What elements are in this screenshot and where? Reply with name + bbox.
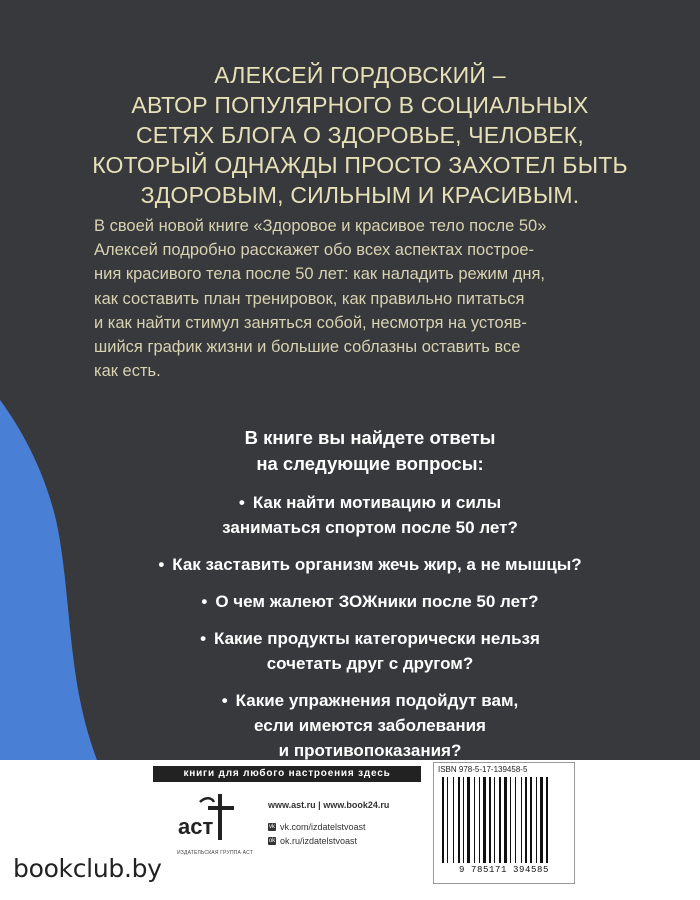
- question-text: Какие продукты категорически нельзя: [214, 629, 540, 648]
- bookclub-watermark: bookclub.by: [13, 854, 162, 883]
- barcode-bar: [483, 777, 486, 863]
- social-link-text: vk.com/izdatelstvoast: [280, 822, 366, 832]
- barcode-number: 9 785171 394585: [458, 865, 549, 875]
- author-line: СЕТЯХ БЛОГА О ЗДОРОВЬЕ, ЧЕЛОВЕК,: [135, 122, 584, 148]
- questions-list: [80, 490, 660, 775]
- bullet: •: [221, 691, 228, 710]
- author-intro-block: [70, 60, 650, 210]
- question-text: О чем жалеют ЗОЖники после 50 лет?: [215, 592, 539, 611]
- barcode-bar: [479, 777, 480, 863]
- barcode-bar: [515, 777, 516, 863]
- barcode-bar: [474, 777, 475, 863]
- social-link-text: ok.ru/izdatelstvoast: [280, 836, 358, 846]
- question-line: если имеются заболевания: [254, 716, 486, 735]
- barcode-bar: [540, 777, 543, 863]
- barcode-bar: [494, 777, 495, 863]
- questions-heading: [190, 425, 550, 477]
- barcode-bar: [504, 777, 507, 863]
- barcode-bar: [525, 777, 527, 863]
- question-item: [80, 626, 660, 676]
- description-line: В своей новой книге «Здоровое и красивое тело после 50»: [94, 217, 547, 235]
- social-link-vk[interactable]: [268, 822, 366, 832]
- social-links: [268, 822, 366, 850]
- barcode-bar: [530, 777, 532, 863]
- questions-heading-line: В книге вы найдете ответы: [244, 427, 496, 448]
- description-line: Алексей подробно расскажет обо всех аспектах построе-: [94, 241, 535, 260]
- question-line: [80, 490, 660, 515]
- question-line: [80, 552, 660, 577]
- logo-caption: ИЗДАТЕЛЬСКАЯ ГРУППА АСТ: [177, 850, 253, 856]
- ok-icon: ok: [268, 838, 276, 844]
- description-line: и как найти стимул заняться собой, несмотря на устояв-: [94, 313, 527, 332]
- barcode-bar: [453, 777, 454, 863]
- publisher-websites: www.ast.ru | www.book24.ru: [268, 800, 390, 810]
- question-line: сочетать друг с другом?: [266, 654, 474, 673]
- description-line: шийся график жизни и большие соблазны оставить все: [94, 338, 521, 357]
- bullet: •: [200, 629, 207, 648]
- bullet: •: [158, 555, 165, 574]
- author-line: КОТОРЫЙ ОДНАЖДЫ ПРОСТО ЗАХОТЕЛ БЫТЬ: [92, 152, 628, 178]
- isbn-number: ISBN 978-5-17-139458-5: [438, 765, 528, 774]
- question-text: Как найти мотивацию и силы: [252, 493, 502, 512]
- question-line: заниматься спортом после 50 лет?: [222, 518, 518, 537]
- barcode-bar: [447, 777, 448, 863]
- description-line: ния красивого тела после 50 лет: как наладить режим дня,: [94, 265, 545, 284]
- book-description: [94, 214, 654, 383]
- ast-logo: [172, 788, 252, 848]
- barcode-image: [442, 777, 566, 863]
- question-line: [80, 688, 660, 713]
- barcode-bar: [442, 777, 444, 863]
- barcode-bar: [499, 777, 501, 863]
- ast-logo-text: аст: [178, 814, 214, 839]
- barcode-bar: [536, 777, 537, 863]
- bullet: •: [201, 592, 208, 611]
- social-link-ok[interactable]: [268, 836, 366, 846]
- description-line: как есть.: [94, 362, 161, 381]
- publisher-slogan: книги для любого настроения здесь: [153, 766, 421, 782]
- question-line: [80, 626, 660, 651]
- barcode-bar: [467, 777, 470, 863]
- author-line: АВТОР ПОПУЛЯРНОГО В СОЦИАЛЬНЫХ: [131, 92, 589, 118]
- question-item: [80, 589, 660, 614]
- barcode-bar: [463, 777, 464, 863]
- question-line: и противопоказания?: [278, 741, 462, 760]
- question-item: [80, 490, 660, 540]
- description-line: как составить план тренировок, как правильно питаться: [94, 289, 525, 308]
- barcode-bar: [489, 777, 491, 863]
- bullet: •: [238, 493, 245, 512]
- question-item: [80, 552, 660, 577]
- question-text: Какие упражнения подойдут вам,: [235, 691, 519, 710]
- author-line: АЛЕКСЕЙ ГОРДОВСКИЙ –: [214, 62, 506, 88]
- barcode-bar: [510, 777, 511, 863]
- questions-heading-line: на следующие вопросы:: [256, 453, 484, 474]
- question-item: [80, 688, 660, 763]
- vk-icon: vk: [269, 824, 275, 830]
- question-line: [80, 589, 660, 614]
- question-text: Как заставить организм жечь жир, а не мышцы?: [172, 555, 582, 574]
- barcode-block: [433, 762, 575, 884]
- author-line: ЗДОРОВЫМ, СИЛЬНЫМ И КРАСИВЫМ.: [140, 182, 580, 208]
- barcode-bar: [521, 777, 522, 863]
- barcode-bar: [546, 777, 548, 863]
- barcode-bar: [458, 777, 460, 863]
